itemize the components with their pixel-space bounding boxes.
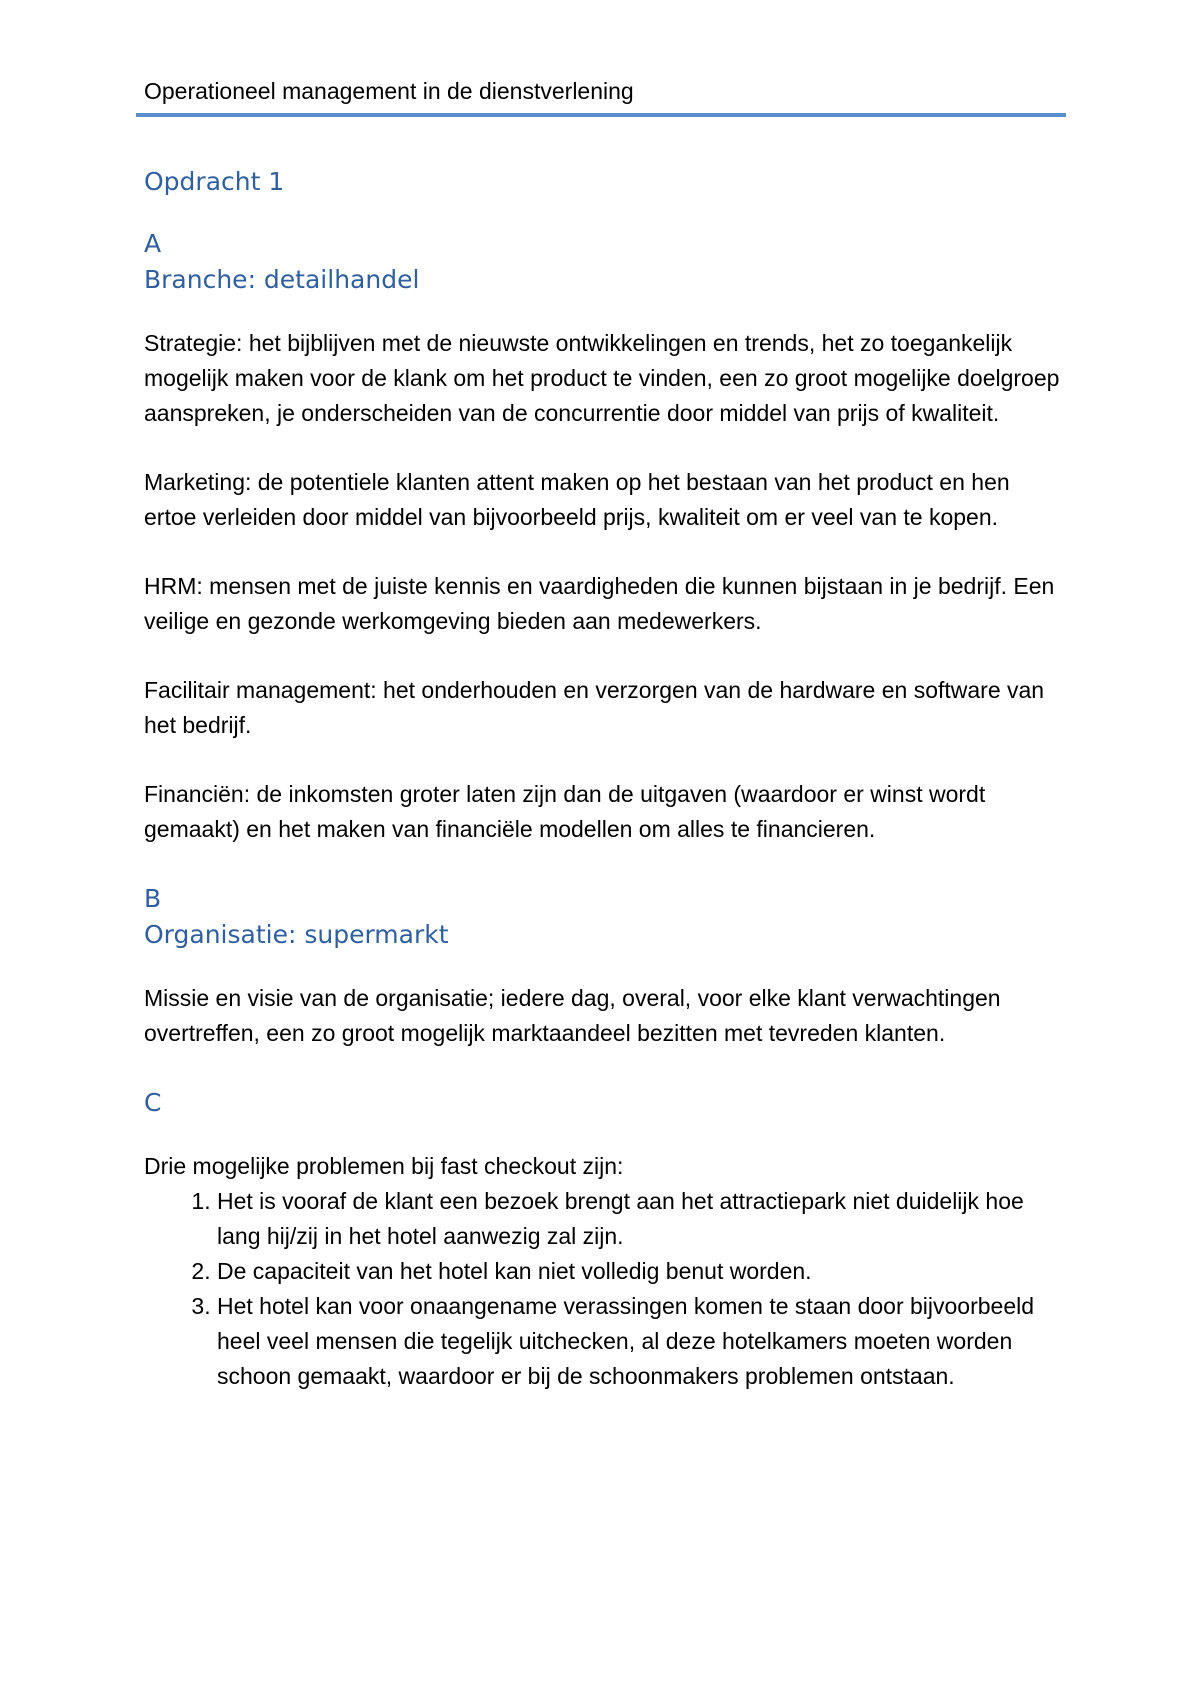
problems-list [144, 1184, 1064, 1394]
problems-intro: Drie mogelijke problemen bij fast checkout zijn: [144, 1153, 624, 1179]
section-b [144, 881, 1064, 1051]
section-a-letter: A [144, 229, 162, 258]
missie-paragraph: Missie en visie van de organisatie; iedere dag, overal, voor elke klant verwachtingen overtreffen, een zo groot mogelijk marktaandeel bezitten met tevreden klanten. [144, 985, 1001, 1046]
list-item: 1. Het is vooraf de klant een bezoek brengt aan het attractiepark niet duidelijk hoe lang hij/zij in het hotel aanwezig zal zijn. [217, 1184, 1064, 1254]
page-header: Operationeel management in de dienstverlening [144, 78, 634, 104]
document-body [144, 164, 1064, 1394]
header-rule [136, 113, 1066, 117]
marketing-paragraph: Marketing: de potentiele klanten attent maken op het bestaan van het product en hen ertoe verleiden door middel van bijvoorbeeld prijs, kwaliteit om er veel van te kopen. [144, 469, 1010, 530]
document-title: Opdracht 1 [144, 167, 285, 196]
facilitair-paragraph: Facilitair management: het onderhouden en verzorgen van de hardware en software van het bedrijf. [144, 677, 1045, 738]
section-a [144, 226, 1064, 847]
section-c-letter: C [144, 1088, 162, 1117]
list-item: 2. De capaciteit van het hotel kan niet volledig benut worden. [217, 1254, 1064, 1289]
hrm-paragraph: HRM: mensen met de juiste kennis en vaardigheden die kunnen bijstaan in je bedrijf. Een veilige en gezonde werkomgeving bieden aan medewerkers. [144, 573, 1055, 634]
financien-paragraph: Financiën: de inkomsten groter laten zijn dan de uitgaven (waardoor er winst wordt gemaakt) en het maken van financiële modellen om alles te financieren. [144, 781, 986, 842]
list-item: 3. Het hotel kan voor onaangename verassingen komen te staan door bijvoorbeeld heel veel mensen die tegelijk uitchecken, al deze hotelkamers moeten worden schoon gemaakt, waardoor er bij de schoonmakers problemen ontstaan. [217, 1289, 1064, 1394]
section-b-letter: B [144, 884, 162, 913]
section-b-subtitle: Organisatie: supermarkt [144, 920, 449, 949]
section-a-subtitle: Branche: detailhandel [144, 265, 420, 294]
section-c [144, 1085, 1064, 1394]
strategie-paragraph: Strategie: het bijblijven met de nieuwste ontwikkelingen en trends, het zo toegankelijk mogelijk maken voor de klank om het product te vinden, een zo groot mogelijke doelgroep aanspreken, je onderscheiden van de concurrentie door middel van prijs of kwaliteit. [144, 330, 1060, 426]
